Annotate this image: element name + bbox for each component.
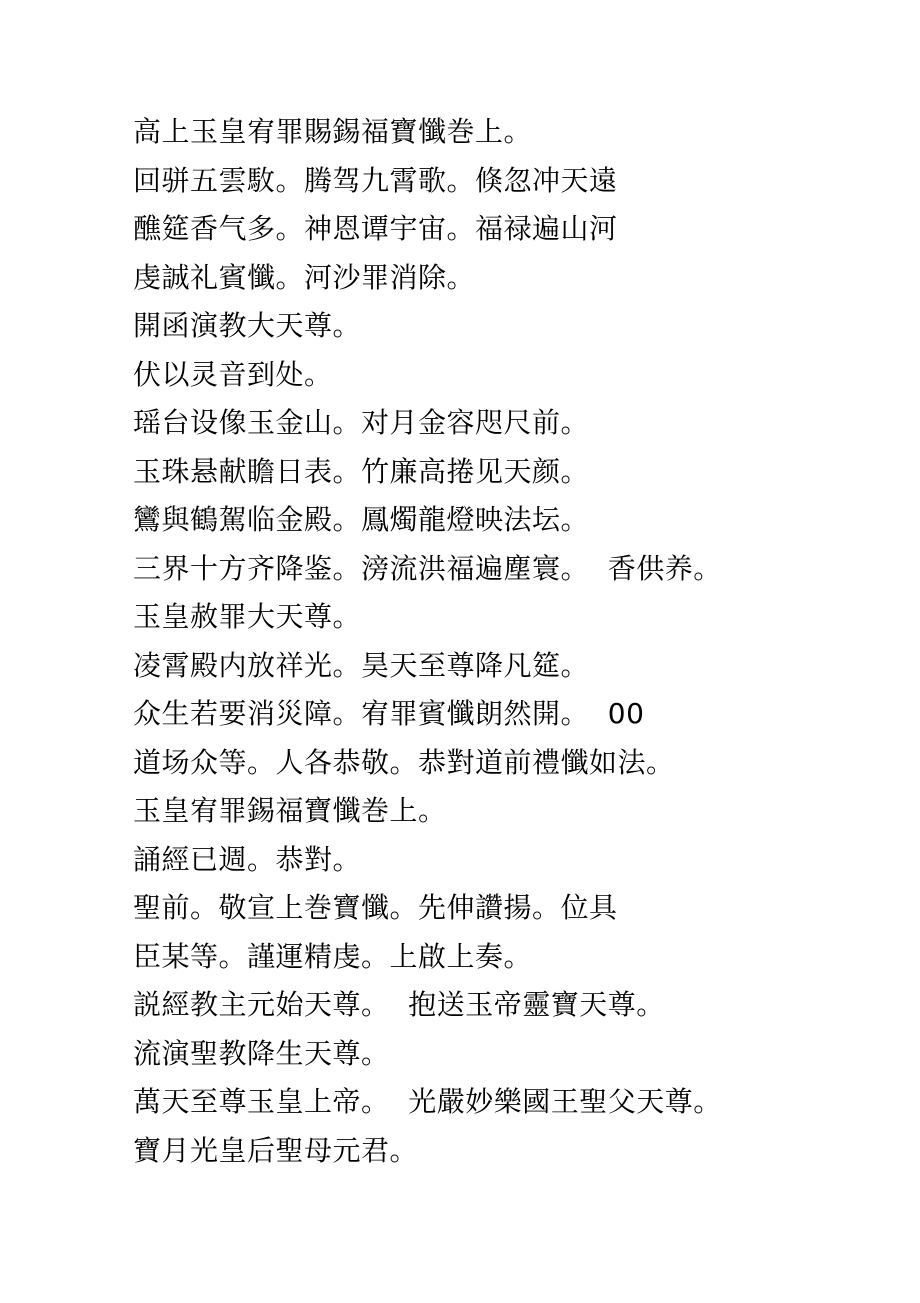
text-line: 伏以灵音到处。 — [133, 357, 333, 391]
text-line: 道场众等。人各恭敬。恭對道前禮懺如法。 — [133, 745, 675, 779]
text-line: 众生若要消災障。宥罪賓懺朗然開。 00 — [133, 697, 645, 730]
text-line: 説經教主元始天尊。 抱送玉帝靈寶天尊。 — [133, 988, 665, 1021]
text-line: 玉珠悬献瞻日表。竹廉高捲见天颜。 — [133, 454, 590, 488]
text-line: 萬天至尊玉皇上帝。 光嚴妙樂國王聖父天尊。 — [133, 1085, 722, 1118]
text-line: 誦經已週。恭對。 — [133, 842, 362, 876]
text-line: 高上玉皇宥罪賜錫福寶懺巻上。 — [133, 115, 533, 148]
text-line: 玉皇赦罪大天尊。 — [133, 600, 362, 633]
text-line: 玉皇宥罪錫福寶懺巻上。 — [133, 794, 447, 827]
text-line: 臣某等。謹運精虔。上啟上奏。 — [133, 939, 533, 973]
text-line: 虔誠礼賓懺。河沙罪消除。 — [133, 260, 476, 294]
text-line: 聖前。敬宣上巻寶懺。先伸讚揚。位具 — [133, 891, 618, 924]
text-line: 寶月光皇后聖母元君。 — [133, 1133, 419, 1167]
text-line: 開函演教大天尊。 — [133, 309, 362, 342]
text-line: 流演聖教降生天尊。 — [133, 1036, 390, 1070]
text-line: 鸞與鶴駕临金殿。鳳燭龍燈映法坛。 — [133, 503, 590, 536]
text-line: 回骈五雲駇。腾驾九霄歌。倏忽冲天遠 — [133, 163, 618, 197]
scripture-text — [133, 108, 893, 1175]
text-line: 醮筵香气多。神恩谭宇宙。福禄遍山河 — [133, 212, 618, 245]
text-line: 凌霄殿内放祥光。昊天至尊降凡筵。 — [133, 648, 590, 682]
text-line: 瑶台设像玉金山。对月金容咫尺前。 — [133, 406, 590, 439]
text-line: 三界十方齐降鉴。滂流洪福遍塵寰。 香供养。 — [133, 551, 722, 585]
